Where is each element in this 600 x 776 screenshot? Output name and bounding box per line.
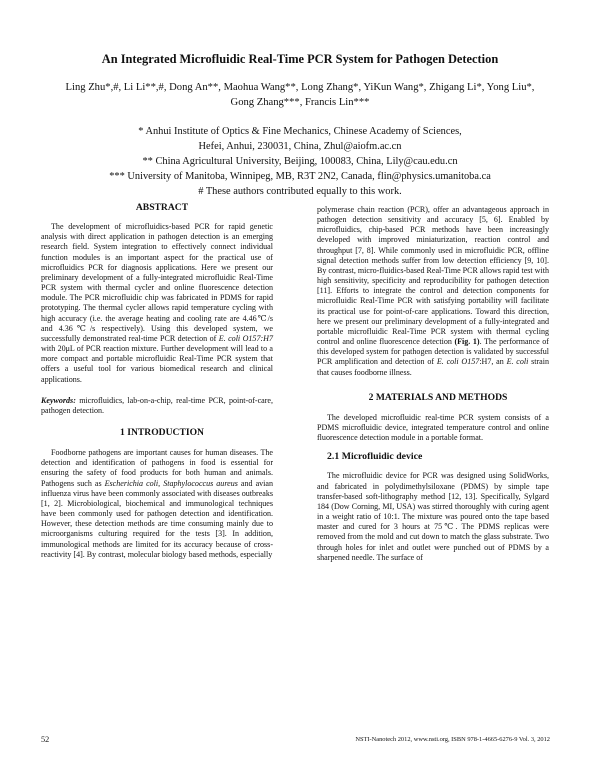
keywords: Keywords: microfluidics, lab-on-a-chip, real-time PCR, point-of-care, pathogen detection.	[41, 395, 273, 415]
right-column	[317, 205, 549, 563]
page-footer: NSTI-Nanotech 2012, www.nsti.org, ISBN 978-1-4665-6276-9 Vol. 3, 2012	[355, 736, 550, 743]
subsection-body: The microfluidic device for PCR was designed using SolidWorks, and fabricated in polydimethylsiloxane (PDMS) by simple tape transfer-based soft-lithography method [12, 13]. Specifically, Sylgard 184 (Dow Corning, MI, USA) was stirred thoroughly with curing agent in a weight ratio of 10:1. The mixture was poured onto the tape based master and cured for 3 hours at 75℃. The PDMS replicas were removed from the mold and cut down to match the glass substrate. Two through holes for inlet and outlet were punched out of PDMS by a sharpened needle. The surface of	[317, 471, 549, 562]
affiliation-line: * Anhui Institute of Optics & Fine Mechanics, Chinese Academy of Sciences,	[138, 126, 462, 137]
paper-title: An Integrated Microfluidic Real-Time PCR System for Pathogen Detection	[101, 52, 499, 66]
methods-body: The developed microfluidic real-time PCR system consists of a PDMS microfluidic device, integrated temperature control and online fluorescence detection module in a portable format.	[317, 412, 549, 443]
author-list	[40, 80, 560, 110]
authors-line-1: Ling Zhu*,#, Li Li**,#, Dong An**, Maohua Wang**, Long Zhang*, YiKun Wang*, Zhigang Li*, Yong Liu*,	[65, 82, 535, 93]
subsection-heading: 2.1 Microfluidic device	[327, 451, 423, 463]
page-number: 52	[41, 735, 50, 744]
abstract-heading: ABSTRACT	[135, 202, 189, 213]
affiliation-line: ** China Agricultural University, Beijing, 100083, China, Lily@cau.edu.cn	[142, 156, 458, 167]
affiliation-line: *** University of Manitoba, Winnipeg, MB, R3T 2N2, Canada, flin@physics.umanitoba.ca	[109, 171, 491, 182]
left-column	[41, 203, 273, 560]
introduction-body: Foodborne pathogens are important causes for human diseases. The detection and identification of pathogens in food is essential for ensuring the safety of food products for both human and animals. Pathogens such as Escherichia coli, Staphylococcus aureus and avian influenza virus have been commonly associated with diseases outbreaks [1, 2]. Microbiological, biochemical and immunological techniques have been commonly used for pathogen detection and identification. However, these detection methods are time consuming mainly due to microorganisms culturing required for the tests [3]. In addition, immunological methods are limited for its accuracy because of cross-reactivity [4]. By contrast, molecular biology based methods, especially	[41, 448, 273, 559]
affiliation-line: # These authors contributed equally to this work.	[198, 186, 402, 197]
affiliation-line: Hefei, Anhui, 230031, China, Zhul@aiofm.ac.cn	[198, 141, 402, 152]
authors-line-2: Gong Zhang***, Francis Lin***	[230, 97, 370, 108]
introduction-continued: polymerase chain reaction (PCR), offer an advantageous approach in pathogen detection sensitivity and accuracy [5, 6]. Enabled by microfluidics, chip-based PCR methods have been increasingly developed with improved miniaturization, reaction control and throughput [7, 8]. While commonly used in microfluidic PCR, offline signal detection methods suffer from low detection efficiency [9, 10]. By contrast, micro-fluidics-based Real-Time PCR allows rapid test with high sensitivity, specificity and reproducibility for pathogen detection [11]. Efforts to integrate the control and detection components for microfluidic Real-Time PCR with satisfying portability will facilitate its practical use for point-of-care applications. Toward this direction, here we present our preliminary development of a fully-integrated and portable microfluidic Real-Time PCR system with thermal cycling control and online fluorescence detection (Fig. 1). The performance of this developed system for pathogen detection is validated by successful PCR amplification and detection of E. coli O157:H7, an E. coli strain that causes foodborne illness.	[317, 205, 550, 377]
affiliations	[30, 124, 570, 199]
methods-heading: 2 MATERIALS AND METHODS	[368, 391, 508, 403]
introduction-heading: 1 INTRODUCTION	[120, 426, 204, 438]
abstract-body: The development of microfluidics-based PCR for rapid genetic analysis with direct application in pathogen detection is an emerging research field. System integration to effectively connect individual function modules is an important aspect for the practical use of microfluidics PCR for diagnosis applications. Here we present our preliminary development of a fully-integrated microfluidic Real-Time PCR system with thermal cycler and online fluorescence detection module. The PCR microfluidic chip was fabricated in PDMS for rapid prototyping. The thermal cycler allows rapid temperature cycling with high accuracy (i.e. the average heating and cooling rate are 4.46℃/s and 4.36℃/s respectively). Using this developed system, we successfully demonstrated real-time PCR detection of E. coli O157:H7 with 20μL of PCR reaction mixture. Further development will lead to a more compact and portable microfluidic Real-Time PCR system that offers a useful tool for various biomedical research and clinical applications.	[41, 222, 273, 384]
